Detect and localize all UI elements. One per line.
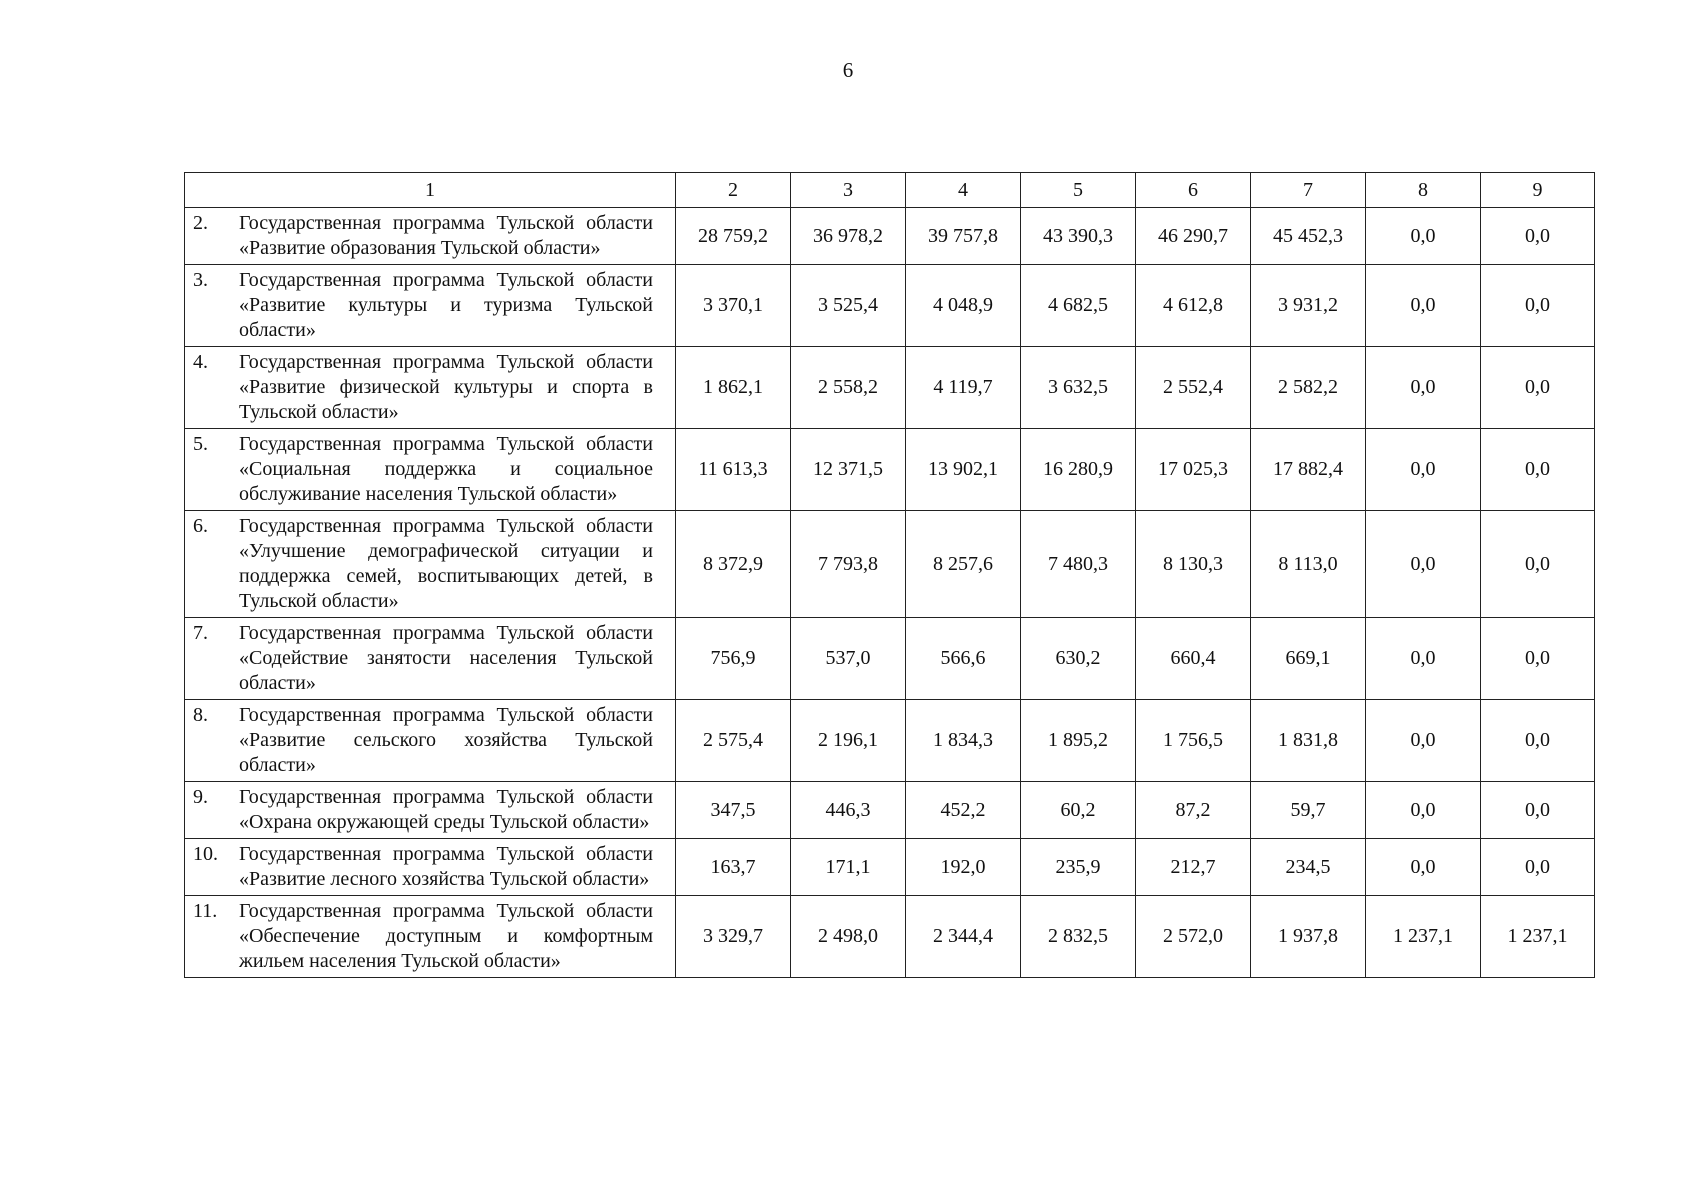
program-cell (185, 700, 676, 782)
value-cell: 1 834,3 (906, 700, 1021, 782)
program-label (193, 621, 653, 696)
program-name: Государственная программа Тульской области «Обеспечение доступным и комфортным жильем населения Тульской области» (239, 900, 653, 972)
value-cell: 2 552,4 (1136, 347, 1251, 429)
value-cell: 2 575,4 (676, 700, 791, 782)
value-cell: 1 237,1 (1366, 896, 1481, 978)
value-cell: 0,0 (1366, 265, 1481, 347)
value-cell: 87,2 (1136, 782, 1251, 839)
program-label (193, 268, 653, 343)
value-cell: 8 113,0 (1251, 511, 1366, 618)
value-cell: 0,0 (1366, 208, 1481, 265)
value-cell: 4 612,8 (1136, 265, 1251, 347)
program-cell (185, 896, 676, 978)
value-cell: 1 937,8 (1251, 896, 1366, 978)
table-row (185, 347, 1595, 429)
value-cell: 446,3 (791, 782, 906, 839)
program-label (193, 514, 653, 614)
program-label (193, 211, 653, 261)
value-cell: 171,1 (791, 839, 906, 896)
row-number: 6. (193, 515, 208, 537)
program-cell (185, 782, 676, 839)
value-cell: 0,0 (1481, 429, 1595, 511)
value-cell: 1 895,2 (1021, 700, 1136, 782)
column-header: 6 (1136, 173, 1251, 208)
program-cell (185, 839, 676, 896)
table-row (185, 618, 1595, 700)
table-body (185, 208, 1595, 978)
value-cell: 235,9 (1021, 839, 1136, 896)
value-cell: 7 793,8 (791, 511, 906, 618)
value-cell: 0,0 (1481, 700, 1595, 782)
table-row (185, 700, 1595, 782)
value-cell: 28 759,2 (676, 208, 791, 265)
row-number: 7. (193, 622, 208, 644)
value-cell: 192,0 (906, 839, 1021, 896)
program-cell (185, 208, 676, 265)
table-row (185, 429, 1595, 511)
value-cell: 660,4 (1136, 618, 1251, 700)
value-cell: 11 613,3 (676, 429, 791, 511)
value-cell: 8 372,9 (676, 511, 791, 618)
column-header: 3 (791, 173, 906, 208)
column-header: 8 (1366, 173, 1481, 208)
row-number: 11. (193, 900, 218, 922)
program-label (193, 432, 653, 507)
row-number: 5. (193, 433, 208, 455)
program-name: Государственная программа Тульской области «Развитие сельского хозяйства Тульской области» (239, 704, 653, 776)
budget-table (184, 172, 1595, 978)
value-cell: 452,2 (906, 782, 1021, 839)
value-cell: 0,0 (1366, 511, 1481, 618)
value-cell: 3 931,2 (1251, 265, 1366, 347)
program-name: Государственная программа Тульской области «Улучшение демографической ситуации и поддержка семей, воспитывающих детей, в Тульской области» (239, 515, 653, 612)
value-cell: 0,0 (1366, 429, 1481, 511)
value-cell: 17 025,3 (1136, 429, 1251, 511)
column-header: 4 (906, 173, 1021, 208)
row-number: 10. (193, 843, 218, 865)
table-row (185, 511, 1595, 618)
value-cell: 0,0 (1481, 511, 1595, 618)
value-cell: 0,0 (1481, 839, 1595, 896)
page-number: 6 (842, 58, 854, 82)
row-number: 3. (193, 269, 208, 291)
value-cell: 16 280,9 (1021, 429, 1136, 511)
value-cell: 0,0 (1366, 839, 1481, 896)
program-name: Государственная программа Тульской области «Развитие физической культуры и спорта в Тульской области» (239, 351, 653, 423)
value-cell: 45 452,3 (1251, 208, 1366, 265)
column-header: 1 (185, 173, 676, 208)
program-cell (185, 618, 676, 700)
column-header: 5 (1021, 173, 1136, 208)
program-cell (185, 511, 676, 618)
value-cell: 0,0 (1366, 700, 1481, 782)
value-cell: 669,1 (1251, 618, 1366, 700)
program-label (193, 842, 653, 892)
value-cell: 0,0 (1481, 265, 1595, 347)
value-cell: 0,0 (1366, 347, 1481, 429)
value-cell: 4 119,7 (906, 347, 1021, 429)
value-cell: 8 130,3 (1136, 511, 1251, 618)
value-cell: 0,0 (1481, 782, 1595, 839)
value-cell: 0,0 (1481, 208, 1595, 265)
value-cell: 630,2 (1021, 618, 1136, 700)
program-label (193, 899, 653, 974)
value-cell: 43 390,3 (1021, 208, 1136, 265)
value-cell: 60,2 (1021, 782, 1136, 839)
value-cell: 17 882,4 (1251, 429, 1366, 511)
value-cell: 2 344,4 (906, 896, 1021, 978)
table-row (185, 839, 1595, 896)
program-label (193, 350, 653, 425)
program-name: Государственная программа Тульской области «Социальная поддержка и социальное обслуживание населения Тульской области» (239, 433, 653, 505)
value-cell: 2 582,2 (1251, 347, 1366, 429)
value-cell: 2 498,0 (791, 896, 906, 978)
row-number: 9. (193, 786, 208, 808)
program-name: Государственная программа Тульской области «Охрана окружающей среды Тульской области» (239, 786, 653, 833)
row-number: 4. (193, 351, 208, 373)
value-cell: 163,7 (676, 839, 791, 896)
program-label (193, 703, 653, 778)
program-cell (185, 265, 676, 347)
column-header: 2 (676, 173, 791, 208)
value-cell: 8 257,6 (906, 511, 1021, 618)
value-cell: 3 525,4 (791, 265, 906, 347)
value-cell: 36 978,2 (791, 208, 906, 265)
value-cell: 1 237,1 (1481, 896, 1595, 978)
value-cell: 212,7 (1136, 839, 1251, 896)
value-cell: 2 558,2 (791, 347, 906, 429)
value-cell: 234,5 (1251, 839, 1366, 896)
row-number: 2. (193, 212, 208, 234)
value-cell: 3 370,1 (676, 265, 791, 347)
value-cell: 1 862,1 (676, 347, 791, 429)
column-header: 7 (1251, 173, 1366, 208)
value-cell: 0,0 (1366, 618, 1481, 700)
table-row (185, 208, 1595, 265)
value-cell: 4 682,5 (1021, 265, 1136, 347)
value-cell: 46 290,7 (1136, 208, 1251, 265)
value-cell: 2 572,0 (1136, 896, 1251, 978)
program-cell (185, 347, 676, 429)
value-cell: 39 757,8 (906, 208, 1021, 265)
value-cell: 756,9 (676, 618, 791, 700)
row-number: 8. (193, 704, 208, 726)
value-cell: 13 902,1 (906, 429, 1021, 511)
column-header: 9 (1481, 173, 1595, 208)
value-cell: 59,7 (1251, 782, 1366, 839)
value-cell: 0,0 (1481, 347, 1595, 429)
program-name: Государственная программа Тульской области «Развитие культуры и туризма Тульской области» (239, 269, 653, 341)
value-cell: 347,5 (676, 782, 791, 839)
value-cell: 0,0 (1481, 618, 1595, 700)
table-row (185, 782, 1595, 839)
value-cell: 1 831,8 (1251, 700, 1366, 782)
program-name: Государственная программа Тульской области «Развитие образования Тульской области» (239, 212, 653, 259)
value-cell: 4 048,9 (906, 265, 1021, 347)
table-row (185, 265, 1595, 347)
table-header-row (185, 173, 1595, 208)
program-cell (185, 429, 676, 511)
program-label (193, 785, 653, 835)
value-cell: 7 480,3 (1021, 511, 1136, 618)
value-cell: 0,0 (1366, 782, 1481, 839)
value-cell: 1 756,5 (1136, 700, 1251, 782)
value-cell: 3 329,7 (676, 896, 791, 978)
program-name: Государственная программа Тульской области «Развитие лесного хозяйства Тульской области» (239, 843, 653, 890)
value-cell: 2 832,5 (1021, 896, 1136, 978)
value-cell: 537,0 (791, 618, 906, 700)
value-cell: 3 632,5 (1021, 347, 1136, 429)
program-name: Государственная программа Тульской области «Содействие занятости населения Тульской области» (239, 622, 653, 694)
value-cell: 566,6 (906, 618, 1021, 700)
value-cell: 2 196,1 (791, 700, 906, 782)
value-cell: 12 371,5 (791, 429, 906, 511)
table-row (185, 896, 1595, 978)
